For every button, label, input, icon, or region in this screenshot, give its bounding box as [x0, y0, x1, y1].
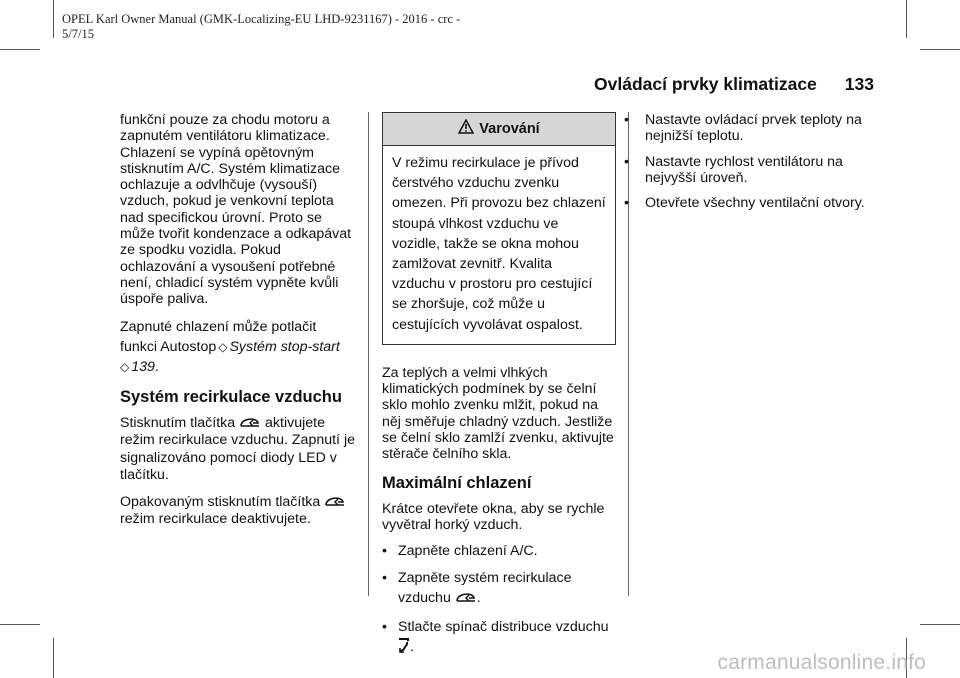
list-item-text: Otevřete všechny ventilační otvory. — [645, 195, 865, 212]
column-divider — [368, 112, 369, 596]
section-heading: Systém recirkulace vzduchu — [120, 387, 342, 406]
crop-mark — [0, 49, 40, 50]
document-meta-line2: 5/7/15 — [62, 27, 94, 41]
list-item-text-wrapper — [398, 617, 616, 659]
period: . — [154, 358, 159, 375]
paragraph: Za teplých a velmi vlhkých klimatických podmínek by se čelní sklo mohlo zvenku mlžit, pokud na něj směřuje chladný vzduch. Jestliže se čelní sklo zamlží zvenku, aktivujte stěrače čelního skla. — [382, 364, 614, 463]
document-meta — [62, 12, 542, 42]
paragraph-recirc-on — [120, 415, 356, 485]
crop-mark — [906, 0, 907, 38]
list-item — [382, 617, 616, 659]
bullet: • — [382, 569, 387, 586]
paragraph-text: aktivujete režim recirkulace vzduchu. Zapnutí je signalizováno pomocí diody LED v tlačítku. — [120, 414, 355, 484]
paragraph-autostop — [120, 317, 356, 377]
section-title: Ovládací prvky klimatizace — [594, 74, 817, 94]
paragraph: funkční pouze za chodu motoru a zapnutém ventilátoru klimatizace. Chlazení se vypíná opětovným stisknutím A/C. Systém klimatizace ochlazuje a odvlhčuje (vysouší) vzduch, pokud je venkovní teplota nad specifickou úrovní. Proto se může tvořit kondenzace a odkapávat ze spodku vozidla. Pokud ochlazování a vysoušení potřebné není, chladicí systém vypněte kvůli úspoře paliva. — [120, 112, 352, 308]
recirculation-icon — [239, 416, 261, 428]
list-item-text: Zapněte chlazení A/C. — [398, 542, 538, 559]
column-1 — [120, 112, 356, 538]
list-item-text: Zapněte systém recirkulace vzduchu — [398, 569, 572, 606]
bullet: • — [624, 112, 629, 128]
column-3 — [624, 112, 874, 220]
paragraph-recirc-off — [120, 494, 356, 529]
crop-mark — [920, 49, 960, 50]
warning-header — [383, 113, 615, 146]
paragraph-text: Opakovaným stisknutím tlačítka — [120, 493, 321, 510]
list-item-text-wrapper — [398, 568, 616, 608]
bullet: • — [624, 153, 629, 170]
watermark: carmanualsonline.info — [717, 651, 926, 674]
warning-text: V režimu recirkulace je přívod čerstvého vzduchu zvenku omezen. Při provozu bez chlazení stoupá vlhkost vzduchu ve vozidle, takže se okna mohou zamlžovat zevnitř. Kvalita vzduchu v prostoru pro cestující se zhoršuje, což může u cestujících vyvolávat ospalost. — [392, 155, 606, 333]
cross-reference-page[interactable]: 139 — [131, 358, 155, 375]
list-item-text: Nastavte ovládací prvek teploty na nejnižší teplotu. — [645, 112, 862, 145]
section-heading: Maximální chlazení — [382, 473, 532, 492]
crop-mark — [0, 624, 40, 625]
crop-mark — [53, 638, 54, 678]
recirculation-icon — [324, 495, 346, 507]
bullet: • — [382, 542, 387, 559]
crop-mark — [920, 624, 960, 625]
list-item — [624, 195, 874, 211]
xref-icon: ◇ — [218, 339, 228, 354]
period: . — [476, 589, 481, 606]
list-item — [382, 568, 616, 608]
paragraph-text: Stisknutím tlačítka — [120, 414, 236, 431]
list-item-text: Stlačte spínač distribuce vzduchu — [398, 618, 609, 635]
warning-box — [382, 112, 616, 345]
air-distribution-icon — [398, 637, 410, 659]
list-item — [624, 112, 874, 145]
cross-reference-link[interactable]: Systém stop-start — [229, 338, 340, 355]
recirculation-icon — [455, 591, 477, 603]
page-number: 133 — [844, 74, 874, 94]
column-2 — [382, 112, 616, 668]
paragraph-text: režim recirkulace deaktivujete. — [120, 511, 311, 528]
warning-title: Varování — [479, 120, 540, 137]
xref-icon: ◇ — [120, 359, 130, 374]
running-head — [594, 74, 874, 95]
period: . — [410, 638, 414, 655]
list-item — [624, 154, 874, 187]
list-item-text: Nastavte rychlost ventilátoru na nejvyšší úroveň. — [645, 153, 843, 186]
bullet: • — [624, 195, 629, 212]
list-item — [382, 543, 616, 559]
paragraph-text: Zapnuté chlazení může potlačit funkci Autostop — [120, 318, 317, 355]
crop-mark — [53, 0, 54, 38]
warning-triangle-icon — [458, 119, 474, 138]
bullet: • — [382, 618, 387, 635]
paragraph: Krátce otevřete okna, aby se rychle vyvětral horký vzduch. — [382, 500, 605, 534]
document-meta-line1: OPEL Karl Owner Manual (GMK-Localizing-EU LHD-9231167) - 2016 - crc - — [62, 12, 461, 26]
